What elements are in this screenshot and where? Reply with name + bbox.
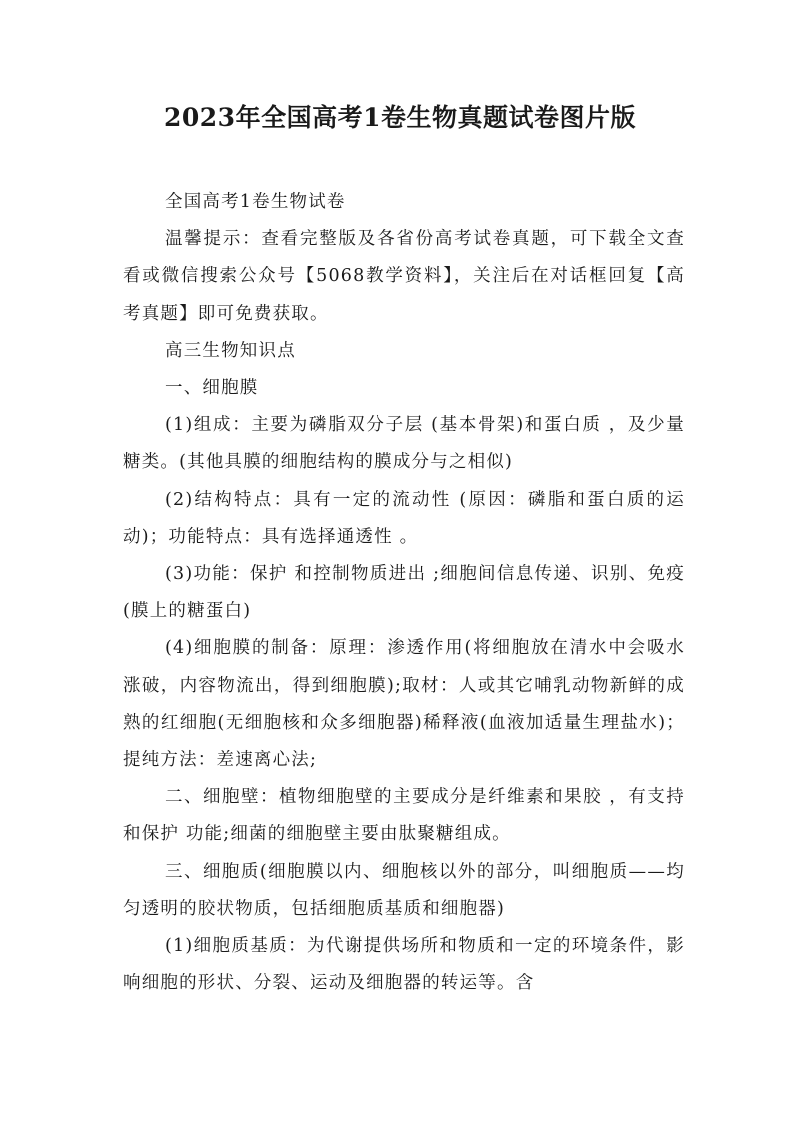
paragraph-cell-membrane-heading: 一、细胞膜: [165, 378, 259, 399]
document-body: [123, 184, 685, 1002]
paragraph-section-heading: 高三生物知识点: [165, 340, 296, 361]
paragraph-cytoplasm: 三、细胞质(细胞膜以内、细胞核以外的部分，叫细胞质——均匀透明的胶状物质，包括细胞质基质和细胞器): [123, 861, 685, 919]
paragraph-membrane-composition: (1)组成：主要为磷脂双分子层 (基本骨架)和蛋白质 ，及少量糖类。(其他具膜的细胞结构的膜成分与之相似): [123, 415, 685, 473]
paragraph-membrane-function: (3)功能：保护 和控制物质进出 ;细胞间信息传递、识别、免疫(膜上的糖蛋白): [123, 564, 685, 622]
paragraph-cytoplasm-matrix: (1)细胞质基质：为代谢提供场所和物质和一定的环境条件，影响细胞的形状、分裂、运动及细胞器的转运等。含: [123, 936, 685, 994]
paragraph-cell-wall: 二、细胞壁：植物细胞壁的主要成分是纤维素和果胶 ，有支持 和保护 功能;细菌的细胞壁主要由肽聚糖组成。: [123, 787, 685, 845]
document-title: 2023年全国高考1卷生物真题试卷图片版: [164, 103, 636, 132]
paragraph-exam-name: 全国高考1卷生物试卷: [165, 192, 346, 212]
paragraph-membrane-preparation: (4)细胞膜的制备：原理：渗透作用(将细胞放在清水中会吸水涨破，内容物流出，得到细胞膜);取材：人或其它哺乳动物新鲜的成熟的红细胞(无细胞核和众多细胞器)稀释液(血液加适量生理盐水)；提纯方法：差速离心法;: [123, 638, 685, 771]
paragraph-membrane-structure: (2)结构特点：具有一定的流动性 (原因：磷脂和蛋白质的运动)；功能特点：具有选择通透性 。: [123, 489, 685, 547]
paragraph-download-tip: 温馨提示：查看完整版及各省份高考试卷真题，可下载全文查看或微信搜索公众号【5068教学资料】，关注后在对话框回复【高考真题】即可免费获取。: [123, 229, 685, 324]
